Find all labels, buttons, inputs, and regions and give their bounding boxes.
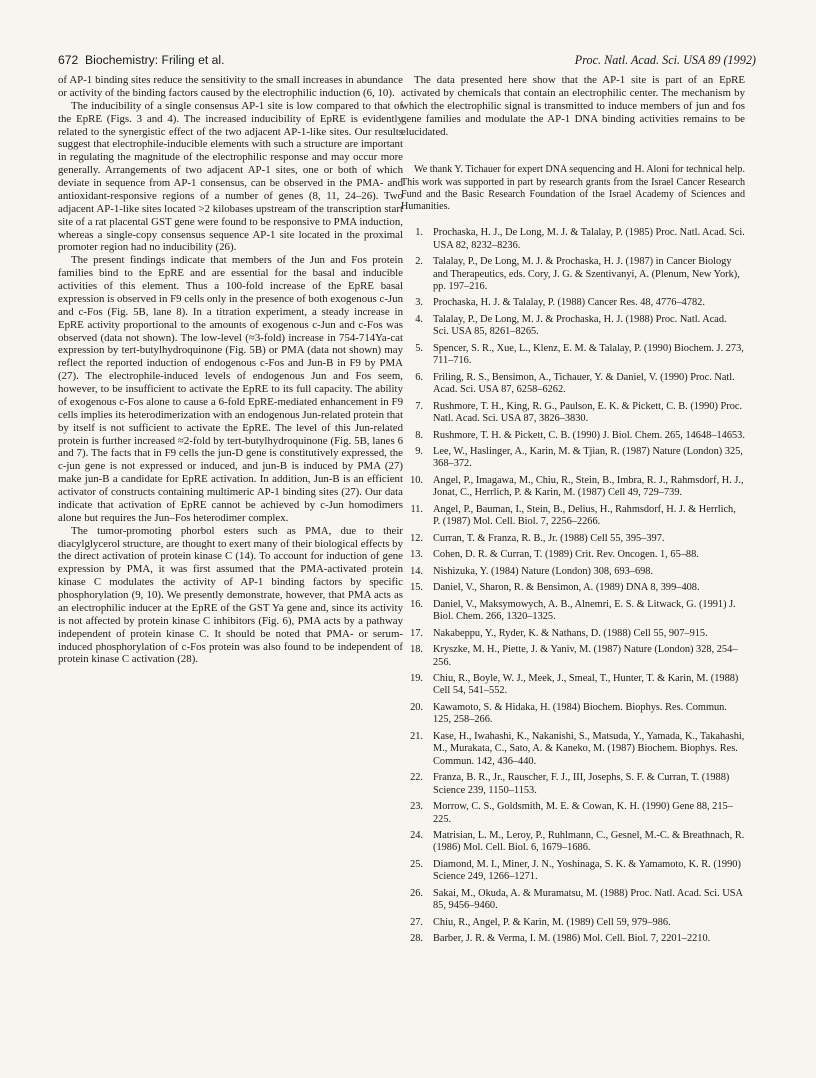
reference-number: 26.: [410, 887, 423, 899]
reference-item: [401, 933, 745, 945]
right-column: [401, 74, 745, 950]
reference-item: [401, 702, 745, 727]
reference-number: 28.: [410, 933, 423, 945]
conclusion-paragraph: The data presented here show that the AP-1 site is part of an EpRE activated by chemicals that contain an electrophilic center. The mechanism by which the electrophilic signal is transmitted to induce members of jun and fos gene families and modulate the AP-1 DNA binding activities remains to be elucidated.: [401, 74, 745, 138]
reference-item: [401, 475, 745, 500]
reference-number: 22.: [410, 772, 423, 784]
reference-number: 17.: [410, 627, 423, 639]
reference-item: [401, 772, 745, 797]
reference-text: Franza, B. R., Jr., Rauscher, F. J., III, Josephs, S. F. & Curran, T. (1988) Science 239, 1150–1153.: [433, 772, 730, 796]
reference-number: 16.: [410, 598, 423, 610]
reference-text: Matrisian, L. M., Leroy, P., Ruhlmann, C., Gesnel, M.-C. & Breathnach, R. (1986) Mol. Cell. Biol. 6, 1679–1686.: [433, 830, 745, 854]
reference-number: 6.: [415, 371, 423, 383]
reference-item: [401, 401, 745, 426]
reference-number: 18.: [410, 644, 423, 656]
body-paragraph: The tumor-promoting phorbol esters such as PMA, due to their diacylglycerol structure, are thought to exert many of their biological effects by the direct activation of protein kinase C (14). To account for induction of gene expression by PMA, it was first assumed that the PMA-activated protein kinase C modulates the activity of AP-1 binding factors by specific phosphorylation (9, 10). We presently demonstrate, however, that PMA acts as an electrophilic inducer at the EpRE of the GST Ya gene and, since its activity is not affected by protein kinase C inhibitors (Fig. 6), PMA acts by a pathway independent of protein kinase C. It should be noted that PMA- or serum-induced phosphorylation of c-Fos protein was also found to be independent of protein kinase C activation (28).: [58, 524, 403, 666]
reference-item: [401, 446, 745, 471]
reference-number: 9.: [415, 446, 423, 458]
reference-item: [401, 830, 745, 855]
reference-number: 4.: [415, 313, 423, 325]
reference-text: Curran, T. & Franza, R. B., Jr. (1988) Cell 55, 395–397.: [433, 532, 665, 544]
reference-number: 12.: [410, 532, 423, 544]
reference-text: Nishizuka, Y. (1984) Nature (London) 308, 693–698.: [433, 565, 654, 577]
reference-text: Rushmore, T. H., King, R. G., Paulson, E. K. & Pickett, C. B. (1990) Proc. Natl. Acad. Sci. USA 87, 3826–3830.: [433, 400, 743, 425]
page-number: 672: [58, 53, 79, 67]
reference-item: [401, 533, 745, 545]
reference-item: [401, 227, 745, 252]
reference-number: 20.: [410, 701, 423, 713]
reference-item: [401, 888, 745, 913]
reference-item: [401, 549, 745, 561]
reference-number: 25.: [410, 858, 423, 870]
reference-number: 19.: [410, 673, 423, 685]
reference-text: Morrow, C. S., Goldsmith, M. E. & Cowan, K. H. (1990) Gene 88, 215–225.: [433, 801, 733, 825]
reference-item: [401, 343, 745, 368]
body-paragraph: The present findings indicate that members of the Jun and Fos protein families bind to the EpRE and are essential for the basal and inducible activities of this element. Thus a 100-fold increase of the EpRE basal expression is observed in F9 cells only in the presence of both exogenous c-Jun and c-Fos (Fig. 5B, lane 8). In a titration experiment, a steady increase in EpRE activity proportional to the amounts of exogenous c-Jun and c-Fos was observed (data not shown). The low-level (≈3-fold) increase in 754-714Ya-cat expression by tert-butylhydroquinone (Fig. 5B) or PMA (data not shown) may reflect the reported induction of endogenous c-Fos and Jun-B in F9 by PMA (27). The electrophile-induced levels of endogenous Jun and Fos seem, however, to be insufficient to activate the EpRE to its full capacity. The ability of exogenous c-Fos alone to cause a 6-fold EpRE-mediated enhancement in F9 cells implies its heterodimerization with an endogenous Jun-related protein that by itself is not sufficient to activate the EpRE. The level of this Jun-related protein is further increased ≈2-fold by tert-butylhydroquinone (Fig. 5B, lanes 6 and 7). The facts that in F9 cells the jun-D gene is constitutively expressed, the c-jun gene is not expressed or induced, and jun-B is induced by PMA (27) make jun-B a candidate for EpRE activation. In addition, Jun-B is an efficient activator of constructs containing multimeric AP-1 binding sites (27). Our data indicate that activation of EpRE cannot be achieved by c-Jun homodimers alone but requires the Jun–Fos heterodimer complex.: [58, 254, 403, 524]
reference-item: [401, 644, 745, 669]
reference-item: [401, 582, 745, 594]
reference-item: [401, 673, 745, 698]
reference-number: 2.: [415, 256, 423, 268]
reference-item: [401, 731, 745, 768]
reference-number: 7.: [415, 400, 423, 412]
reference-number: 8.: [415, 429, 423, 441]
reference-item: [401, 297, 745, 309]
reference-item: [401, 566, 745, 578]
body-paragraph: The inducibility of a single consensus AP-1 site is low compared to that of the EpRE (Figs. 3 and 4). The increased inducibility of EpRE is evidently related to the synergistic effect of the two adjacent AP-1-like sites. Our results suggest that electrophile-inducible elements with such a structure are important in regulating the magnitude of the electrophilic response and may occur more generally. Arrangements of two adjacent AP-1 sites, one or both of which deviate in sequence from AP-1 consensus, can be observed in the PMA- and antioxidant-responsive regions of a number of genes (8, 11, 24–26). Two adjacent AP-1-like sites located >2 kilobases upstream of the transcription start site of a rat placental GST gene were found to be responsive to PMA induction, whereas a single-copy consensus sequence AP-1 site located in the proximal promoter region had no inducibility (26).: [58, 99, 403, 254]
reference-text: Nakabeppu, Y., Ryder, K. & Nathans, D. (1988) Cell 55, 907–915.: [433, 627, 708, 639]
reference-text: Talalay, P., De Long, M. J. & Prochaska, H. J. (1988) Proc. Natl. Acad. Sci. USA 85, 8261–8265.: [433, 313, 727, 338]
reference-item: [401, 372, 745, 397]
reference-number: 1.: [415, 227, 423, 239]
reference-text: Talalay, P., De Long, M. J. & Prochaska, H. J. (1987) in Cancer Biology and Therapeutics, eds. Cory, J. G. & Szentivanyi, A. (Plenum, New York), pp. 197–216.: [433, 256, 740, 292]
reference-item: [401, 599, 745, 624]
reference-text: Daniel, V., Sharon, R. & Bensimon, A. (1989) DNA 8, 399–408.: [433, 582, 700, 594]
reference-number: 10.: [410, 474, 423, 486]
reference-number: 21.: [410, 730, 423, 742]
reference-text: Kryszke, M. H., Piette, J. & Yaniv, M. (1987) Nature (London) 328, 254–256.: [433, 644, 738, 668]
reference-item: [401, 917, 745, 929]
reference-item: [401, 859, 745, 884]
body-paragraph: of AP-1 binding sites reduce the sensitivity to the small increases in abundance or activity of the binding factors caused by the electrophilic induction (6, 10).: [58, 74, 403, 99]
reference-item: [401, 256, 745, 293]
reference-item: [401, 628, 745, 640]
reference-text: Kawamoto, S. & Hidaka, H. (1984) Biochem. Biophys. Res. Commun. 125, 258–266.: [433, 701, 727, 726]
reference-text: Daniel, V., Maksymowych, A. B., Alnemri, E. S. & Litwack, G. (1991) J. Biol. Chem. 266, 1320–1325.: [433, 598, 736, 623]
reference-number: 11.: [410, 503, 423, 515]
acknowledgment: We thank Y. Tichauer for expert DNA sequencing and H. Aloni for technical help. This work was supported in part by research grants from the Israel Cancer Research Fund and the Basic Research Foundation of the Israel Academy of Sciences and Humanities.: [401, 164, 745, 212]
reference-list: [401, 227, 745, 945]
reference-number: 14.: [410, 565, 423, 577]
reference-text: Chiu, R., Angel, P. & Karin, M. (1989) Cell 59, 979–986.: [433, 916, 671, 928]
reference-number: 23.: [410, 801, 423, 813]
reference-text: Sakai, M., Okuda, A. & Muramatsu, M. (1988) Proc. Natl. Acad. Sci. USA 85, 9456–9460.: [433, 887, 743, 912]
reference-text: Lee, W., Haslinger, A., Karin, M. & Tjian, R. (1987) Nature (London) 325, 368–372.: [433, 446, 743, 470]
reference-text: Angel, P., Bauman, I., Stein, B., Delius, H., Rahmsdorf, H. J. & Herrlich, P. (1987) Mol. Cell. Biol. 7, 2256–2266.: [433, 503, 736, 528]
reference-text: Kase, H., Iwahashi, K., Nakanishi, S., Matsuda, Y., Yamada, K., Takahashi, M., Murakata, C., Sato, A. & Kaneko, M. (1987) Biochem. Biophys. Res. Commun. 142, 436–440.: [433, 730, 745, 767]
reference-number: 13.: [410, 549, 423, 561]
running-header: [58, 52, 756, 68]
reference-text: Prochaska, H. J., De Long, M. J. & Talalay, P. (1985) Proc. Natl. Acad. Sci. USA 82, 8232–8236.: [433, 227, 745, 251]
reference-number: 24.: [410, 830, 423, 841]
reference-text: Spencer, S. R., Xue, L., Klenz, E. M. & Talalay, P. (1990) Biochem. J. 273, 711–716.: [433, 342, 744, 367]
reference-text: Barber, J. R. & Verma, I. M. (1986) Mol. Cell. Biol. 7, 2201–2210.: [433, 933, 711, 945]
reference-text: Diamond, M. I., Miner, J. N., Yoshinaga, S. K. & Yamamoto, K. R. (1990) Science 249, 1266–1271.: [433, 858, 741, 883]
reference-text: Cohen, D. R. & Curran, T. (1989) Crit. Rev. Oncogen. 1, 65–88.: [433, 549, 699, 561]
reference-item: [401, 314, 745, 339]
reference-text: Rushmore, T. H. & Pickett, C. B. (1990) J. Biol. Chem. 265, 14648–14653.: [433, 429, 745, 441]
reference-text: Angel, P., Imagawa, M., Chiu, R., Stein, B., Imbra, R. J., Rahmsdorf, H. J., Jonat, C., Herrlich, P. & Karin, M. (1987) Cell 49, 729–739.: [433, 474, 744, 499]
reference-item: [401, 430, 745, 442]
journal-citation: Proc. Natl. Acad. Sci. USA 89 (1992): [574, 53, 756, 67]
reference-text: Friling, R. S., Bensimon, A., Tichauer, Y. & Daniel, V. (1990) Proc. Natl. Acad. Sci. USA 87, 6258–6262.: [433, 371, 735, 396]
reference-number: 3.: [415, 297, 423, 309]
reference-number: 5.: [415, 342, 423, 354]
left-column: [58, 74, 403, 666]
reference-item: [401, 801, 745, 826]
reference-item: [401, 504, 745, 529]
reference-text: Prochaska, H. J. & Talalay, P. (1988) Cancer Res. 48, 4776–4782.: [433, 297, 705, 309]
reference-number: 15.: [410, 582, 423, 594]
reference-text: Chiu, R., Boyle, W. J., Meek, J., Smeal, T., Hunter, T. & Karin, M. (1988) Cell 54, 541–552.: [433, 673, 739, 697]
journal-section: Biochemistry: Friling et al.: [85, 53, 225, 67]
reference-number: 27.: [410, 916, 423, 928]
